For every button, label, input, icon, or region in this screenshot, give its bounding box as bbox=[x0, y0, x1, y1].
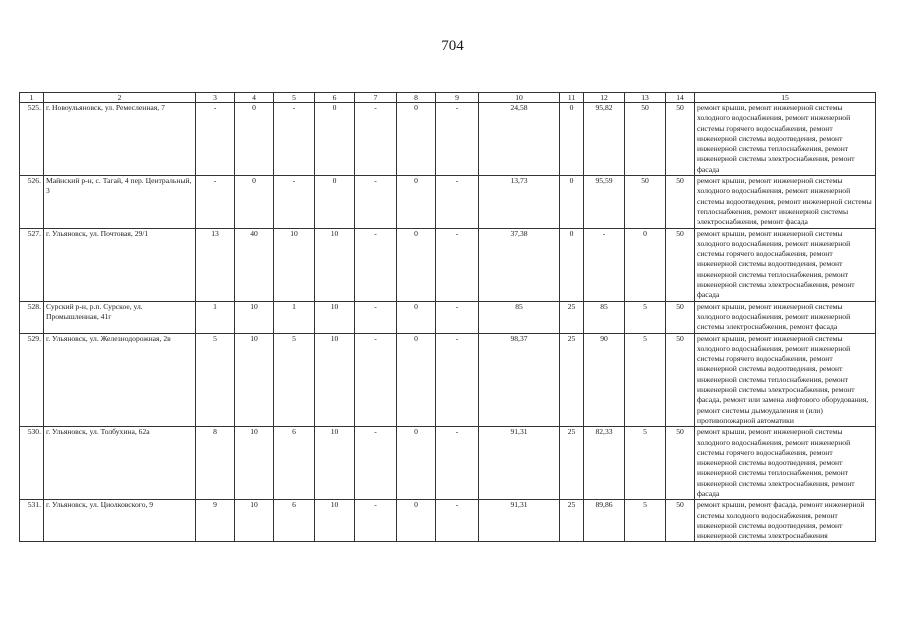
table-cell: 24,58 bbox=[479, 103, 560, 176]
table-cell: 1 bbox=[196, 301, 235, 333]
table-cell: 10 bbox=[315, 333, 355, 427]
table-cell: - bbox=[436, 103, 479, 176]
table-cell: 50 bbox=[666, 103, 695, 176]
table-cell: 10 bbox=[315, 427, 355, 500]
table-cell: 5 bbox=[625, 333, 666, 427]
column-header: 15 bbox=[695, 93, 876, 103]
column-header: 7 bbox=[355, 93, 397, 103]
table-cell: 37,38 bbox=[479, 228, 560, 301]
works-cell: ремонт крыши, ремонт инженерной системы холодного водоснабжения, ремонт инженерной системы горячего водоснабжения, ремонт инженерной системы водоотведения, ремонт инженерной системы теплоснабжения, ремонт инженерной системы электроснабжения, ремонт фасада bbox=[695, 228, 876, 301]
table-cell: 85 bbox=[584, 301, 625, 333]
table-cell: 1 bbox=[274, 301, 315, 333]
table-cell: 5 bbox=[196, 333, 235, 427]
table-cell: 89,86 bbox=[584, 500, 625, 542]
address-cell: г. Ульяновск, ул. Толбухина, 62а bbox=[44, 427, 196, 500]
table-cell: 0 bbox=[625, 228, 666, 301]
address-cell: г. Ульяновск, ул. Железнодорожная, 2в bbox=[44, 333, 196, 427]
row-number: 529. bbox=[20, 333, 44, 427]
column-header: 10 bbox=[479, 93, 560, 103]
table-cell: - bbox=[355, 427, 397, 500]
table-cell: - bbox=[355, 301, 397, 333]
table-cell: 50 bbox=[666, 228, 695, 301]
table-cell: 50 bbox=[625, 176, 666, 228]
table-cell: 13,73 bbox=[479, 176, 560, 228]
table-cell: 50 bbox=[666, 333, 695, 427]
table-cell: 0 bbox=[235, 176, 274, 228]
table-cell: 10 bbox=[235, 333, 274, 427]
table-cell: 0 bbox=[560, 228, 584, 301]
works-cell: ремонт крыши, ремонт инженерной системы холодного водоснабжения, ремонт инженерной системы горячего водоснабжения, ремонт инженерной системы водоотведения, ремонт инженерной системы теплоснабжения, ремонт инженерной системы электроснабжения, ремонт фасада bbox=[695, 103, 876, 176]
table-cell: - bbox=[355, 228, 397, 301]
table-cell: 0 bbox=[560, 103, 584, 176]
table-cell: - bbox=[436, 427, 479, 500]
table-cell: 40 bbox=[235, 228, 274, 301]
table-cell: 10 bbox=[315, 500, 355, 542]
table-cell: 0 bbox=[397, 228, 436, 301]
address-cell: г. Новоульяновск, ул. Ремесленная, 7 bbox=[44, 103, 196, 176]
address-cell: Сурский р-н, р.п. Сурское, ул. Промышленная, 41г bbox=[44, 301, 196, 333]
row-number: 528. bbox=[20, 301, 44, 333]
table-cell: - bbox=[436, 301, 479, 333]
table-row bbox=[20, 176, 876, 228]
table-cell: - bbox=[355, 500, 397, 542]
row-number: 526. bbox=[20, 176, 44, 228]
table-cell: 0 bbox=[397, 427, 436, 500]
table-cell: 0 bbox=[397, 176, 436, 228]
works-cell: ремонт крыши, ремонт инженерной системы холодного водоснабжения, ремонт инженерной системы горячего водоснабжения, ремонт инженерной системы водоотведения, ремонт инженерной системы теплоснабжения, ремонт инженерной системы электроснабжения, ремонт фасада bbox=[695, 427, 876, 500]
table-cell: 98,37 bbox=[479, 333, 560, 427]
column-header: 5 bbox=[274, 93, 315, 103]
column-header: 3 bbox=[196, 93, 235, 103]
column-header: 1 bbox=[20, 93, 44, 103]
table-cell: - bbox=[355, 103, 397, 176]
table-cell: 10 bbox=[235, 427, 274, 500]
table-cell: 10 bbox=[235, 500, 274, 542]
table-cell: 0 bbox=[397, 500, 436, 542]
table-cell: 10 bbox=[315, 301, 355, 333]
table-cell: 10 bbox=[315, 228, 355, 301]
table-cell: 0 bbox=[397, 333, 436, 427]
table-cell: 0 bbox=[315, 103, 355, 176]
table-row bbox=[20, 228, 876, 301]
table-cell: 5 bbox=[625, 427, 666, 500]
table-row bbox=[20, 500, 876, 542]
works-cell: ремонт крыши, ремонт инженерной системы холодного водоснабжения, ремонт инженерной системы горячего водоснабжения, ремонт инженерной системы водоотведения, ремонт инженерной системы теплоснабжения, ремонт инженерной системы электроснабжения, ремонт фасада, ремонт или замена лифтового оборудования, ремонт системы дымоудаления и (или) противопожарной автоматики bbox=[695, 333, 876, 427]
table-cell: 5 bbox=[625, 500, 666, 542]
column-header: 6 bbox=[315, 93, 355, 103]
table-cell: 6 bbox=[274, 427, 315, 500]
address-cell: г. Ульяновск, ул. Циолковского, 9 bbox=[44, 500, 196, 542]
table-cell: - bbox=[436, 176, 479, 228]
row-number: 525. bbox=[20, 103, 44, 176]
table-cell: 90 bbox=[584, 333, 625, 427]
page-number: 704 bbox=[441, 38, 464, 54]
table-cell: 91,31 bbox=[479, 427, 560, 500]
table-cell: - bbox=[436, 333, 479, 427]
table-row bbox=[20, 103, 876, 176]
column-header: 8 bbox=[397, 93, 436, 103]
table-cell: 50 bbox=[666, 500, 695, 542]
table-cell: 0 bbox=[560, 176, 584, 228]
works-cell: ремонт крыши, ремонт инженерной системы холодного водоснабжения, ремонт инженерной системы электроснабжения, ремонт фасада bbox=[695, 301, 876, 333]
column-header: 11 bbox=[560, 93, 584, 103]
column-header: 12 bbox=[584, 93, 625, 103]
works-cell: ремонт крыши, ремонт инженерной системы холодного водоснабжения, ремонт инженерной системы водоотведения, ремонт инженерной системы теплоснабжения, ремонт инженерной системы электроснабжения, ремонт фасада bbox=[695, 176, 876, 228]
address-cell: Майнский р-н, с. Тагай, 4 пер. Центральный, 3 bbox=[44, 176, 196, 228]
table-cell: 25 bbox=[560, 427, 584, 500]
column-header: 2 bbox=[44, 93, 196, 103]
table-cell: 85 bbox=[479, 301, 560, 333]
works-cell: ремонт крыши, ремонт фасада, ремонт инженерной системы холодного водоснабжения, ремонт инженерной системы водоотведения, ремонт инженерной системы электроснабжения bbox=[695, 500, 876, 542]
table-cell: 50 bbox=[666, 427, 695, 500]
table-cell: - bbox=[355, 176, 397, 228]
table-cell: 0 bbox=[397, 103, 436, 176]
table-cell: - bbox=[436, 228, 479, 301]
table-cell: 50 bbox=[666, 176, 695, 228]
table-cell: 6 bbox=[274, 500, 315, 542]
column-header: 13 bbox=[625, 93, 666, 103]
table-cell: - bbox=[355, 333, 397, 427]
table-cell: 0 bbox=[235, 103, 274, 176]
row-number: 531. bbox=[20, 500, 44, 542]
column-header: 4 bbox=[235, 93, 274, 103]
table-cell: 13 bbox=[196, 228, 235, 301]
table-cell: 0 bbox=[315, 176, 355, 228]
table-cell: - bbox=[196, 103, 235, 176]
table-cell: 25 bbox=[560, 333, 584, 427]
row-number: 530. bbox=[20, 427, 44, 500]
table-cell: 9 bbox=[196, 500, 235, 542]
table-cell: 25 bbox=[560, 500, 584, 542]
table-cell: 91,31 bbox=[479, 500, 560, 542]
table-cell: 95,82 bbox=[584, 103, 625, 176]
table-cell: 95,59 bbox=[584, 176, 625, 228]
column-header: 9 bbox=[436, 93, 479, 103]
table-cell: 25 bbox=[560, 301, 584, 333]
table-cell: - bbox=[584, 228, 625, 301]
table-cell: 50 bbox=[666, 301, 695, 333]
address-cell: г. Ульяновск, ул. Почтовая, 29/1 bbox=[44, 228, 196, 301]
table-cell: 82,33 bbox=[584, 427, 625, 500]
table-cell: 0 bbox=[397, 301, 436, 333]
table-cell: - bbox=[274, 176, 315, 228]
table-cell: - bbox=[274, 103, 315, 176]
table-cell: - bbox=[196, 176, 235, 228]
column-header: 14 bbox=[666, 93, 695, 103]
table-cell: 50 bbox=[625, 103, 666, 176]
header-row bbox=[20, 93, 876, 103]
table-cell: - bbox=[436, 500, 479, 542]
table-cell: 5 bbox=[625, 301, 666, 333]
table-cell: 10 bbox=[235, 301, 274, 333]
table-row bbox=[20, 333, 876, 427]
row-number: 527. bbox=[20, 228, 44, 301]
table-row bbox=[20, 427, 876, 500]
table-row bbox=[20, 301, 876, 333]
register-table bbox=[19, 92, 876, 542]
table-cell: 10 bbox=[274, 228, 315, 301]
table-cell: 8 bbox=[196, 427, 235, 500]
table-cell: 5 bbox=[274, 333, 315, 427]
